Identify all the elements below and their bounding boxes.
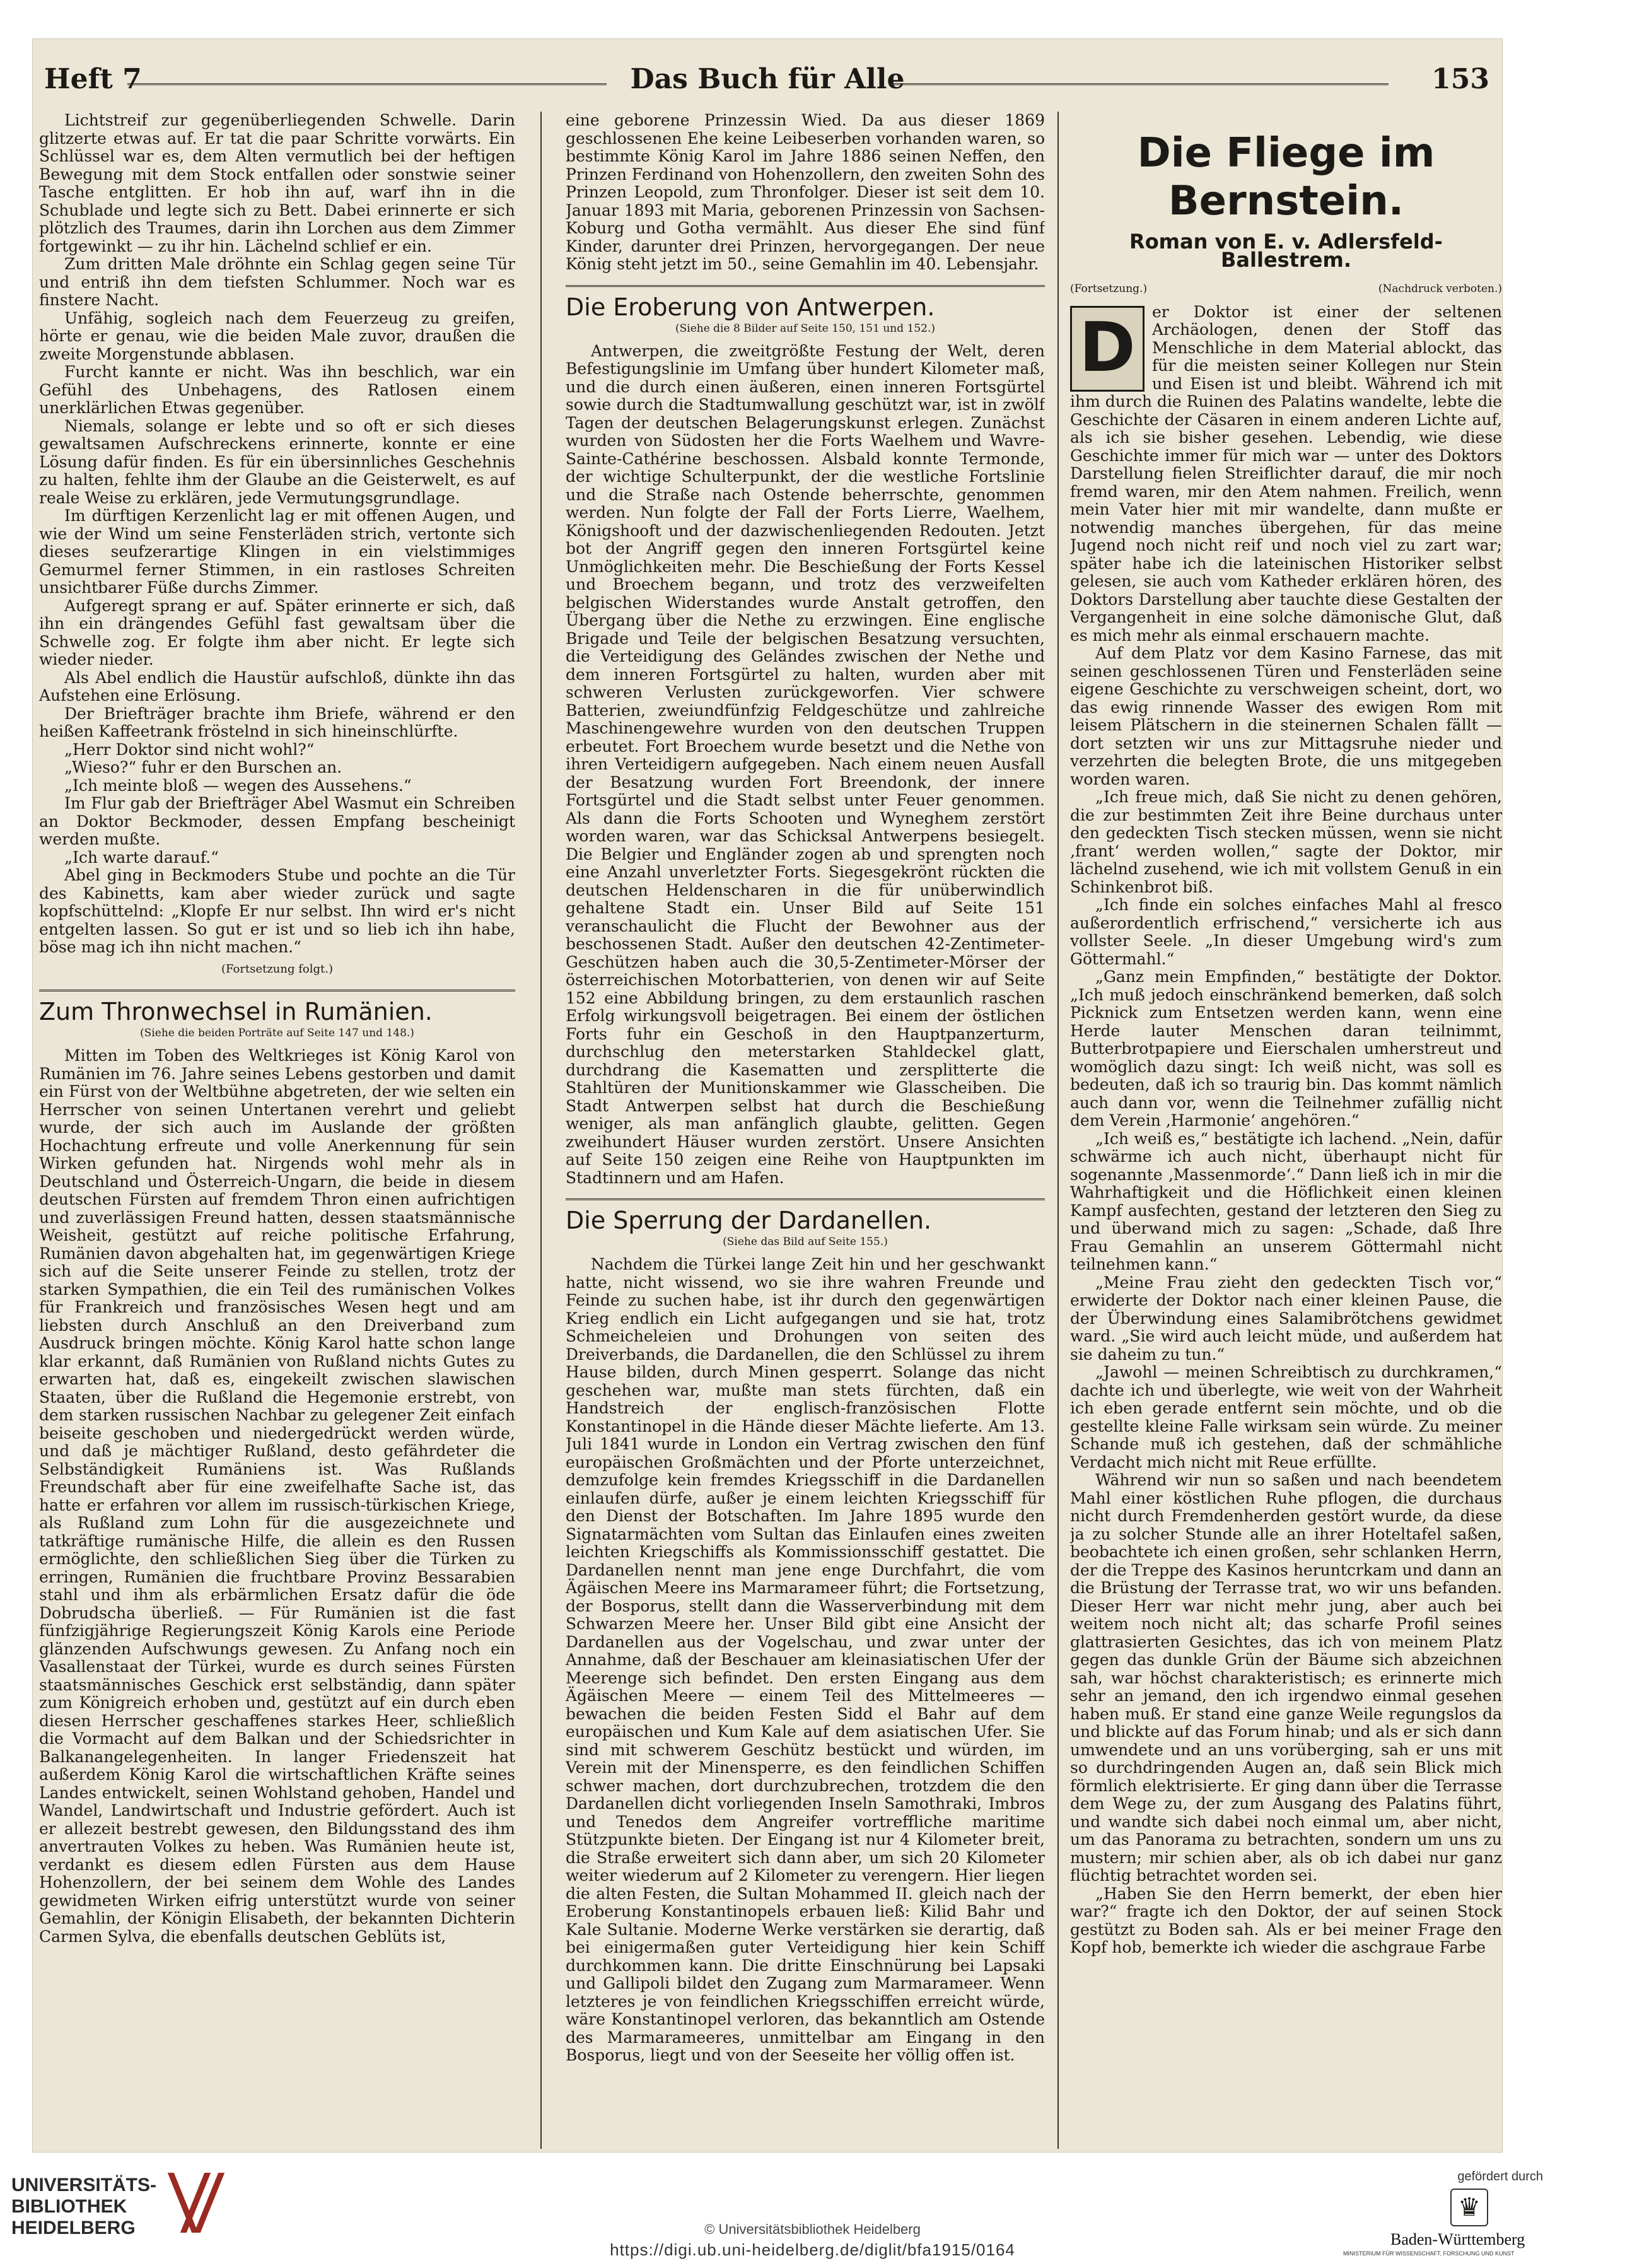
section-divider: [39, 990, 515, 991]
paragraph: Im Flur gab der Briefträger Abel Wasmut ein Schreiben an Doktor Beckmoder, dessen Empfang bescheinigt werden mußte.: [39, 794, 515, 848]
library-logo-text: UNIVERSITÄTS- BIBLIOTHEK HEIDELBERG: [11, 2175, 157, 2238]
paragraph: „Ich freue mich, daß Sie nicht zu denen gehören, die zur bestimmten Zeit ihre Beine durchaus unter den gedeckten Tisch stecken müssen, wenn sie nicht ‚frant‘ werden wollen,“ sagte der Doktor, mir lächelnd zusehend, wie ich mit vollstem Genuß in ein Schinkenbrot biß.: [1070, 788, 1502, 896]
paragraph: Mitten im Toben des Weltkrieges ist König Karol von Rumänien im 76. Jahre seines Lebens gestorben und damit ein Fürst von der Weltbühne abgetreten, der wie selten ein Herrscher von seinen Untertanen verehrt und geliebt wurde, der sich auch im Auslande der größten Hochachtung erfreute und volle Anerkennung für sein Wirken gefunden hat. Nirgends wohl mehr als in Deutschland und Österreich-Ungarn, die beide in diesem deutschen Fürsten auf fremdem Thron einen aufrichtigen und zuverlässigen Freund hatten, dessen staatsmännische Weisheit, gestützt auf reiche politische Erfahrung, Rumänien davon abgehalten hat, im gegenwärtigen Kriege sich auf die Seite unserer Feinde zu stellen, trotz der starken Sympathien, die ein Teil des rumänischen Volkes für Frankreich und französisches Wesen hegt und am liebsten durch Anschluß an den Dreiverband zum Ausdruck bringen möchte. König Karol hatte schon lange klar erkannt, daß Rumänien von Rußland nichts Gutes zu erwarten hat, daß es, eingekeilt zwischen slawischen Staaten, über die Rußland die Hegemonie erstrebt, von dem starken russischen Nachbar zu gelegener Zeit einfach beiseite geschoben und niedergedrückt werden würde, und daß je mächtiger Rußland, desto gefährdeter die Selbständigkeit Rumäniens ist. Was Rußlands Freundschaft aber für eine zweifelhafte Sache ist, das hatte er erfahren vor allem im russisch-türkischen Kriege, als Rußland zum Lohn für die ausgezeichnete und tatkräftige rumänische Hilfe, die allein es den Russen ermöglichte, den schließlichen Sieg über die Türken zu erringen, Rumänien die fruchtbare Provinz Bessarabien stahl und ihm als erbärmlichen Ersatz dafür die öde Dobrudscha überließ. — Für Rumänien ist die fast fünfzigjährige Regierungszeit König Karols eine Periode glänzenden Aufschwungs gewesen. Zu Anfang noch ein Vasallenstaat der Türkei, wurde es durch seines Fürsten staatsmännisches Geschick erst selbständig, dann später zum Königreich erhoben und, gestützt auf ein durch eben diesen Herrscher geschaffenes starkes Heer, schließlich die Vormacht auf dem Balkan und der Schiedsrichter in Balkanangelegenheiten. In langer Friedenszeit hat außerdem König Karol die wirtschaftlichen Kräfte seines Landes entwickelt, seinen Wohlstand gehoben, Handel und Wandel, Landwirtschaft und Industrie gefördert. Auch ist er allezeit bestrebt gewesen, den Bildungsstand des ihm anvertrauten Volkes zu heben. Was Rumänien heute ist, verdankt es diesem edlen Fürsten aus dem Hause Hohenzollern, der bei seinem dem Wohle des Landes gewidmeten Wirken eifrig unterstützt wurde von seiner Gemahlin, der Königin Elisabeth, der bekannten Dichterin Carmen Sylva, die ebenfalls deutschen Geblüts ist,: [39, 1046, 515, 1946]
paragraph: Nachdem die Türkei lange Zeit hin und her geschwankt hatte, nicht wissend, wo sie ihre wahren Freunde und Feinde zu suchen habe, ist ihr durch den gegenwärtigen Krieg endlich ein Licht aufgegangen und sie hat, trotz Schmeicheleien und Drohungen von seiten des Dreiverbands, die Dardanellen, die den Schlüssel zu ihrem Hause bilden, durch Minen gesperrt. Solange das nicht geschehen war, mußte man stets fürchten, daß ein Handstreich der englisch-französischen Flotte Konstantinopel in die Hände dieser Mächte lieferte. Am 13. Juli 1841 wurde in London ein Vertrag zwischen den fünf europäischen Großmächten und der Pforte unterzeichnet, demzufolge kein fremdes Kriegsschiff in die Dardanellen einlaufen dürfe, außer je einem leichten Kriegsschiff für den Dienst der Botschaften. Im Jahre 1895 wurde den Signatarmächten vom Sultan das Einlaufen eines zweiten leichten Kriegschiffs als Kommissionsschiff gestattet. Die Dardanellen nennt man jene enge Durchfahrt, die vom Ägäischen Meere ins Marmarameer führt; die Fortsetzung, der Bosporus, stellt dann die Wasserverbindung mit dem Schwarzen Meere her. Unser Bild gibt eine Ansicht der Dardanellen aus der Vogelschau, und zwar unter der Annahme, daß der Beschauer am kleinasiatischen Ufer der Meerenge sich befindet. Den ersten Eingang aus dem Ägäischen Meere — einem Teil des Mittelmeeres — bewachen die beiden Festen Sidd el Bahr auf dem europäischen und Kum Kale auf dem asiatischen Ufer. Sie sind mit schwerem Geschütz bestückt und würden, im Verein mit der Minensperre, es den feindlichen Schiffen schwer machen, dort durchzubrechen, trotzdem die den Dardanellen dicht vorliegenden Inseln Samothraki, Imbros und Tenedos dem Angreifer vortreffliche maritime Stützpunkte bieten. Der Eingang ist nur 4 Kilometer breit, die Straße erweitert sich dann aber, um sich 20 Kilometer weiter wiederum auf 2 Kilometer zu verengern. Hier liegen die alten Festen, die Sultan Mohammed II. gleich nach der Eroberung Konstantinopels erbauen ließ: Kilid Bahr und Kale Sultanie. Moderne Werke verstärken sie derartig, daß bei einigermaßen guter Verteidigung hier kein Schiff durchkommen kann. Die dritte Einschnürung bei Lapsaki und Gallipoli bildet den Zugang zum Marmarameer. Wenn letzteres je von feindlichen Kriegsschiffen erreicht würde, wäre Konstantinopel verloren, das bekanntlich am Ostende des Marmarameeres, unmittelbar am Eingang in den Bosporus, liegt und von der Seeseite her völlig offen ist.: [566, 1255, 1045, 2064]
paragraph: „Herr Doktor sind nicht wohl?“: [64, 740, 315, 759]
paragraph: Im dürftigen Kerzenlicht lag er mit offenen Augen, und wie der Wind um seine Fensterläden strich, vertonte sich dieses seufzerartige Klingen in ein vielstimmiges Gemurmel ferner Stimmen, in ein rastloses Schreiten unsichtbarer Füße durchs Zimmer.: [39, 506, 515, 597]
paragraph: „Ich warte darauf.“: [64, 848, 219, 867]
paragraph: „Jawohl — meinen Schreibtisch zu durchkramen,“ dachte ich und überlegte, wie weit von der Wahrheit ich eben gerade entfernt sein möchte, und ob die gestellte kleine Falle wirksam sein würde. Zu meiner Schande muß ich gestehen, daß der schmähliche Verdacht mich nicht mit Reue erfüllte.: [1070, 1363, 1502, 1471]
paragraph: Antwerpen, die zweitgrößte Festung der Welt, deren Befestigungslinie im Umfang über hundert Kilometer maß, und die durch einen äußeren, einen inneren Fortsgürtel sowie durch die Stadtumwallung geschützt war, ist in zwölf Tagen der deutschen Belagerungskunst erlegen. Zunächst wurden von Südosten her die Forts Waelhem und Wavre-Sainte-Cathérine beschossen. Alsbald konnte Termonde, der wichtige Schulterpunkt, der die westliche Fortslinie und die Straße nach Ostende beherrschte, genommen werden. Nun folgte der Fall der Forts Lierre, Waelhem, Königshooft und der dazwischenliegenden Redouten. Jetzt bot der Angriff gegen den inneren Fortsgürtel keine Unmöglichkeiten mehr. Die Beschießung der Forts Kessel und Broechem begann, und trotz des verzweifelten belgischen Widerstandes wurde Anstalt getroffen, den Übergang über die Nethe zu erzwingen. Eine englische Brigade und Teile der belgischen Besatzung versuchten, die Verteidigung des Geländes zwischen der Nethe und dem inneren Fortsgürtel zu halten, wurden aber mit schweren Verlusten zurückgeworfen. Vier schwere Batterien, zweiundfünfzig Feldgeschütze und zahlreiche Maschinengewehre wurden von den deutschen Truppen erbeutet. Fort Broechem wurde besetzt und die Nethe von ihren Verteidigern aufgegeben. Nach einem neuen Ausfall der Besatzung wurden Fort Breendonk, der innere Fortsgürtel und die Stadt selbst unter Feuer genommen. Als dann die Forts Schooten und Wyneghem zerstört worden waren, war das Schicksal Antwerpens besiegelt. Die Belgier und Engländer zogen ab und sprengten noch eine Anzahl unverletzter Forts. Siegesgekrönt rückten die deutschen Heldenscharen in die für unüberwindlich gehaltene Stadt ein. Unser Bild auf Seite 151 veranschaulicht die Flucht der Bewohner aus der beschossenen Stadt. Außer den deutschen 42-Zentimeter-Geschützen haben auch die 30,5-Zentimeter-Mörser der österreichischen Motorbatterien, von denen wir auf Seite 152 eine Abbildung bringen, zu dem erstaunlich raschen Erfolg wirkungsvoll beigetragen. Bei einem der östlichen Forts fuhr ein Geschoß in den Hauptpanzerturm, durchschlug den meterstarken Stahldeckel glatt, durchdrang die Kasematten und zersplitterte die Stahltüren der Munitionskammer wie Glasscheiben. Die Stadt Antwerpen selbst hat durch die Beschießung weniger, als man anfänglich glaubte, gelitten. Gegen zweihundert Häuser wurden zerstört. Unsere Ansichten auf Seite 150 zeigen eine Reihe von Hauptpunkten im Stadtinnern und am Hafen.: [566, 341, 1045, 1187]
paragraph: „Meine Frau zieht den gedeckten Tisch vor,“ erwiderte der Doktor nach einer kleinen Pause, die der Überwindung eines Salamibrötchens gewidmet ward. „Sie wird auch leicht müde, und außerdem hat sie daheim zu tun.“: [1070, 1273, 1502, 1364]
section-reference: (Siehe das Bild auf Seite 155.): [723, 1236, 888, 1248]
page-number: 153: [1431, 63, 1489, 95]
drop-cap: D: [1070, 306, 1144, 392]
paragraph: „Ich weiß es,“ bestätigte ich lachend. „Nein, dafür schwärme ich auch nicht, überhaupt nicht für sogenannte ‚Massenmorde‘.“ Dann ließ ich in mir die Wahrhaftigkeit und die Höflichkeit einen kleinen Kampf ausfechten, gestand der letzteren den Sieg zu und überwand mich zu sagen: „Schade, daß Ihre Frau Gemahlin an unserem Göttermahl nicht teilnehmen kann.“: [1070, 1129, 1502, 1273]
scanned-page: [33, 39, 1502, 2152]
section-divider: [566, 1198, 1045, 1200]
section-divider: [566, 285, 1045, 287]
paragraph: Auf dem Platz vor dem Kasino Farnese, das mit seinen geschlossenen Türen und Fensterläden seine eigene Geschichte zu verschweigen scheint, dort, wo das ewig rinnende Wasser des ewigen Rom mit leisem Plätschern in die steinernen Schalen fällt — dort setzten wir uns zur Mittagsruhe nieder und verzehrten die belegten Brote, die uns mitgegeben worden waren.: [1070, 644, 1502, 788]
section-title-dardanelles: Die Sperrung der Dardanellen.: [566, 1207, 932, 1234]
copyright-note: (Nachdruck verboten.): [1378, 283, 1502, 295]
paragraph: Lichtstreif zur gegenüberliegenden Schwelle. Darin glitzerte etwas auf. Er tat die paar Schritte vorwärts. Ein Schlüssel war es, dem Alten vermutlich bei der heftigen Bewegung mit dem Stock entfallen oder sonstwie seiner Tasche entglitten. Er hob ihn auf, warf ihn in die Schublade und legte sich zu Bett. Dabei erinnerte er sich plötzlich des Traumes, darin ihn Lorchen aus dem Zimmer fortgewinkt — zu ihr hin. Lächelnd schlief er ein.: [39, 112, 515, 255]
paragraph: Der Briefträger brachte ihm Briefe, während er den heißen Kaffeetrank fröstelnd in sich hineinschlürfte.: [39, 704, 515, 740]
column-2: [566, 112, 1045, 2152]
column-divider: [1057, 112, 1059, 2149]
continued-note: (Fortsetzung folgt.): [221, 962, 333, 976]
section-title-antwerp: Die Eroberung von Antwerpen.: [566, 293, 935, 321]
paragraph-text: er Doktor ist einer der seltenen Archäologen, denen der Stoff das Menschliche in dem Material ablockt, das für die meisten seiner Kollegen nur Stein und Eisen ist und bleibt. Während ich mit ihm durch die Ruinen des Palatins wandelte, lebte die Geschichte der Cäsaren in einem anderen Lichte auf, als ich sie bisher gesehen. Lebendig, wie diese Geschichte immer für mich war — unter des Doktors Darstellung fielen Streiflichter darauf, die mir noch fremd waren, mir den Atem nahmen. Freilich, wenn mein Vater hier mit mir wandelte, dann mußte er notwendig manches übergehen, für das meine Jugend noch nicht reif und noch viel zu zart war; später habe ich die lateinischen Historiker selbst gelesen, sie auch vom Katheder erklären hören, des Doktors Darstellung aber tauchte diese Gestalten der Vergangenheit in eine solche dämonische Glut, daß es mich mehr als einmal erschauern machte.: [1070, 302, 1502, 645]
copyright-line: © Universitätsbibliothek Heidelberg: [704, 2221, 921, 2237]
paragraph: „Haben Sie den Herrn bemerkt, der eben hier war?“ fragte ich den Doktor, der auf seinen Stock gestützt zu Boden sah. Als er bei meiner Frage den Kopf hob, bemerkte ich wieder die aschgraue Farbe: [1070, 1884, 1502, 1956]
column-1: [39, 112, 515, 2152]
paragraph: Aufgeregt sprang er auf. Später erinnerte er sich, daß ihn ein drängendes Gefühl fast gewaltsam über die Schwelle zog. Er folgte ihm aber nicht. Er legte sich wieder nieder.: [39, 596, 515, 669]
paragraph: Furcht kannte er nicht. Was ihn beschlich, war ein Gefühl des Unbehagens, des Ratlosen einem unerklärlichen Etwas gegenüber.: [39, 363, 515, 417]
paragraph: „Ganz mein Empfinden,“ bestätigte der Doktor. „Ich muß jedoch einschränkend bemerken, daß solch Picknick zum Entsetzen werden kann, wenn eine Herde lauter Menschen daran teilnimmt, Butterbrotpapiere und Eierschalen umherstreut und womöglich dazu singt: Ich weiß nicht, was soll es bedeuten, daß ich so traurig bin. Das kommt nämlich auch dann vor, wenn die Teilnehmer zufällig nicht dem Verein ‚Harmonie‘ angehören.“: [1070, 967, 1502, 1130]
paragraph: Unfähig, sogleich nach dem Feuerzeug zu greifen, hörte er genau, wie die beiden Male zuvor, draußen die zweite Morgenstunde abblasen.: [39, 308, 515, 363]
paragraph: Während wir nun so saßen und nach beendetem Mahl einer köstlichen Ruhe pflogen, die durchaus nicht durch Fremdenherden gestört wurde, da diese ja zu solcher Stunde alle an ihrer Hoteltafel saßen, beobachtete ich einen großen, sehr schlanken Herrn, der die Treppe des Kasinos heruntcrkam und dann an die Brüstung der Terrasse trat, wo wir uns befanden. Dieser Herr war nicht mehr jung, aber auch bei weitem noch nicht alt; das scharfe Profil seines glattrasierten Gesichtes, das ich von meinem Platz gegen das dunkle Grün der Bäume sich abzeichnen sah, war höchst charakteristisch; es erinnerte mich sehr an jemand, den ich irgendwo einmal gesehen haben muß. Er stand eine ganze Weile regungslos da und blickte auf das Forum hinab; und als er sich dann umwendete und an uns vorüberging, sah er uns mit so durchdringenden Augen an, daß sein Blick mich förmlich elektrisierte. Er ging dann über die Terrasse dem Wege zu, der zum Ausgang des Palatins führt, und wandte sich dabei noch einmal um, aber nicht, um das Panorama zu betrachten, sondern um uns zu mustern; mir schien aber, als ob ich dabei nur ganz flüchtig betrachtet worden sei.: [1070, 1471, 1502, 1885]
paragraph: „Ich meinte bloß — wegen des Aussehens.“: [64, 776, 412, 795]
column-3: [1070, 112, 1502, 2152]
section-title-romania: Zum Thronwechsel in Rumänien.: [39, 998, 433, 1026]
journal-title: Das Buch für Alle: [630, 63, 905, 95]
section-reference: (Siehe die beiden Porträte auf Seite 147 und 148.): [140, 1027, 414, 1039]
paragraph: [1070, 303, 1502, 645]
state-crest-icon: ♛: [1450, 2189, 1488, 2226]
page-header: [33, 58, 1502, 102]
novel-author: Roman von E. v. Adlersfeld-Ballestrem.: [1129, 230, 1443, 272]
novel-title: Die Fliege im Bernstein.: [1137, 130, 1435, 225]
viewer-footer: [0, 2170, 1625, 2268]
permalink[interactable]: https://digi.ub.uni-heidelberg.de/diglit/bfa1915/0164: [610, 2240, 1015, 2259]
paragraph: „Ich finde ein solches einfaches Mahl al fresco außerordentlich erfrischend,“ versicherte ich aus vollster Seele. „In dieser Umgebung wird's zum Göttermahl.“: [1070, 896, 1502, 968]
paragraph: eine geborene Prinzessin Wied. Da aus dieser 1869 geschlossenen Ehe keine Leibeserben vorhanden waren, so bestimmte König Karol im Jahre 1886 seinen Neffen, den Prinzen Ferdinand von Hohenzollern, den zweiten Sohn des Prinzen Leopold, zum Thronfolger. Dieser ist seit dem 10. Januar 1893 mit Maria, geborenen Prinzessin von Sachsen-Koburg und Gotha vermählt. Aus dieser Ehe sind fünf Kinder, darunter drei Prinzen, hervorgegangen. Der neue König steht jetzt im 50., seine Gemahlin im 40. Lebensjahr.: [566, 112, 1045, 273]
funding-label: gefördert durch: [1457, 2170, 1543, 2183]
section-reference: (Siehe die 8 Bilder auf Seite 150, 151 und 152.): [675, 322, 936, 335]
state-name: Baden-Württemberg: [1390, 2230, 1525, 2248]
ministry-name: MINISTERIUM FÜR WISSENSCHAFT, FORSCHUNG UND KUNST: [1343, 2250, 1515, 2257]
novel-meta: [1070, 280, 1502, 298]
continuation-note: (Fortsetzung.): [1070, 283, 1148, 295]
paragraph: Zum dritten Male dröhnte ein Schlag gegen seine Tür und entriß ihn dem tiefsten Schlummer. Noch war es finstere Nacht.: [39, 255, 515, 309]
paragraph: Niemals, solange er lebte und so oft er sich dieses gewaltsamen Aufschreckens erinnerte, konnte er eine Lösung dafür finden. Es für ein übersinnliches Geschehnis zu halten, fehlte ihm der Glaube an die Geisterwelt, es auf reale Weise zu erklären, jede Vermutungsgrundlage.: [39, 416, 515, 507]
paragraph: „Wieso?“ fuhr er den Burschen an.: [64, 758, 342, 776]
paragraph: Abel ging in Beckmoders Stube und pochte an die Tür des Kabinetts, kam aber wieder zurück und sagte kopfschüttelnd: „Klopfe Er nur selbst. Ihn wird er's nicht entgelten lassen. So gut er ist und so lieb ich ihn habe, böse mag ich ihn nicht machen.“: [39, 866, 515, 956]
header-rule-right: [890, 83, 1389, 85]
paragraph: Als Abel endlich die Haustür aufschloß, dünkte ihn das Aufstehen eine Erlösung.: [39, 668, 515, 704]
column-divider: [540, 112, 542, 2149]
issue-label: Heft 7: [44, 63, 142, 95]
